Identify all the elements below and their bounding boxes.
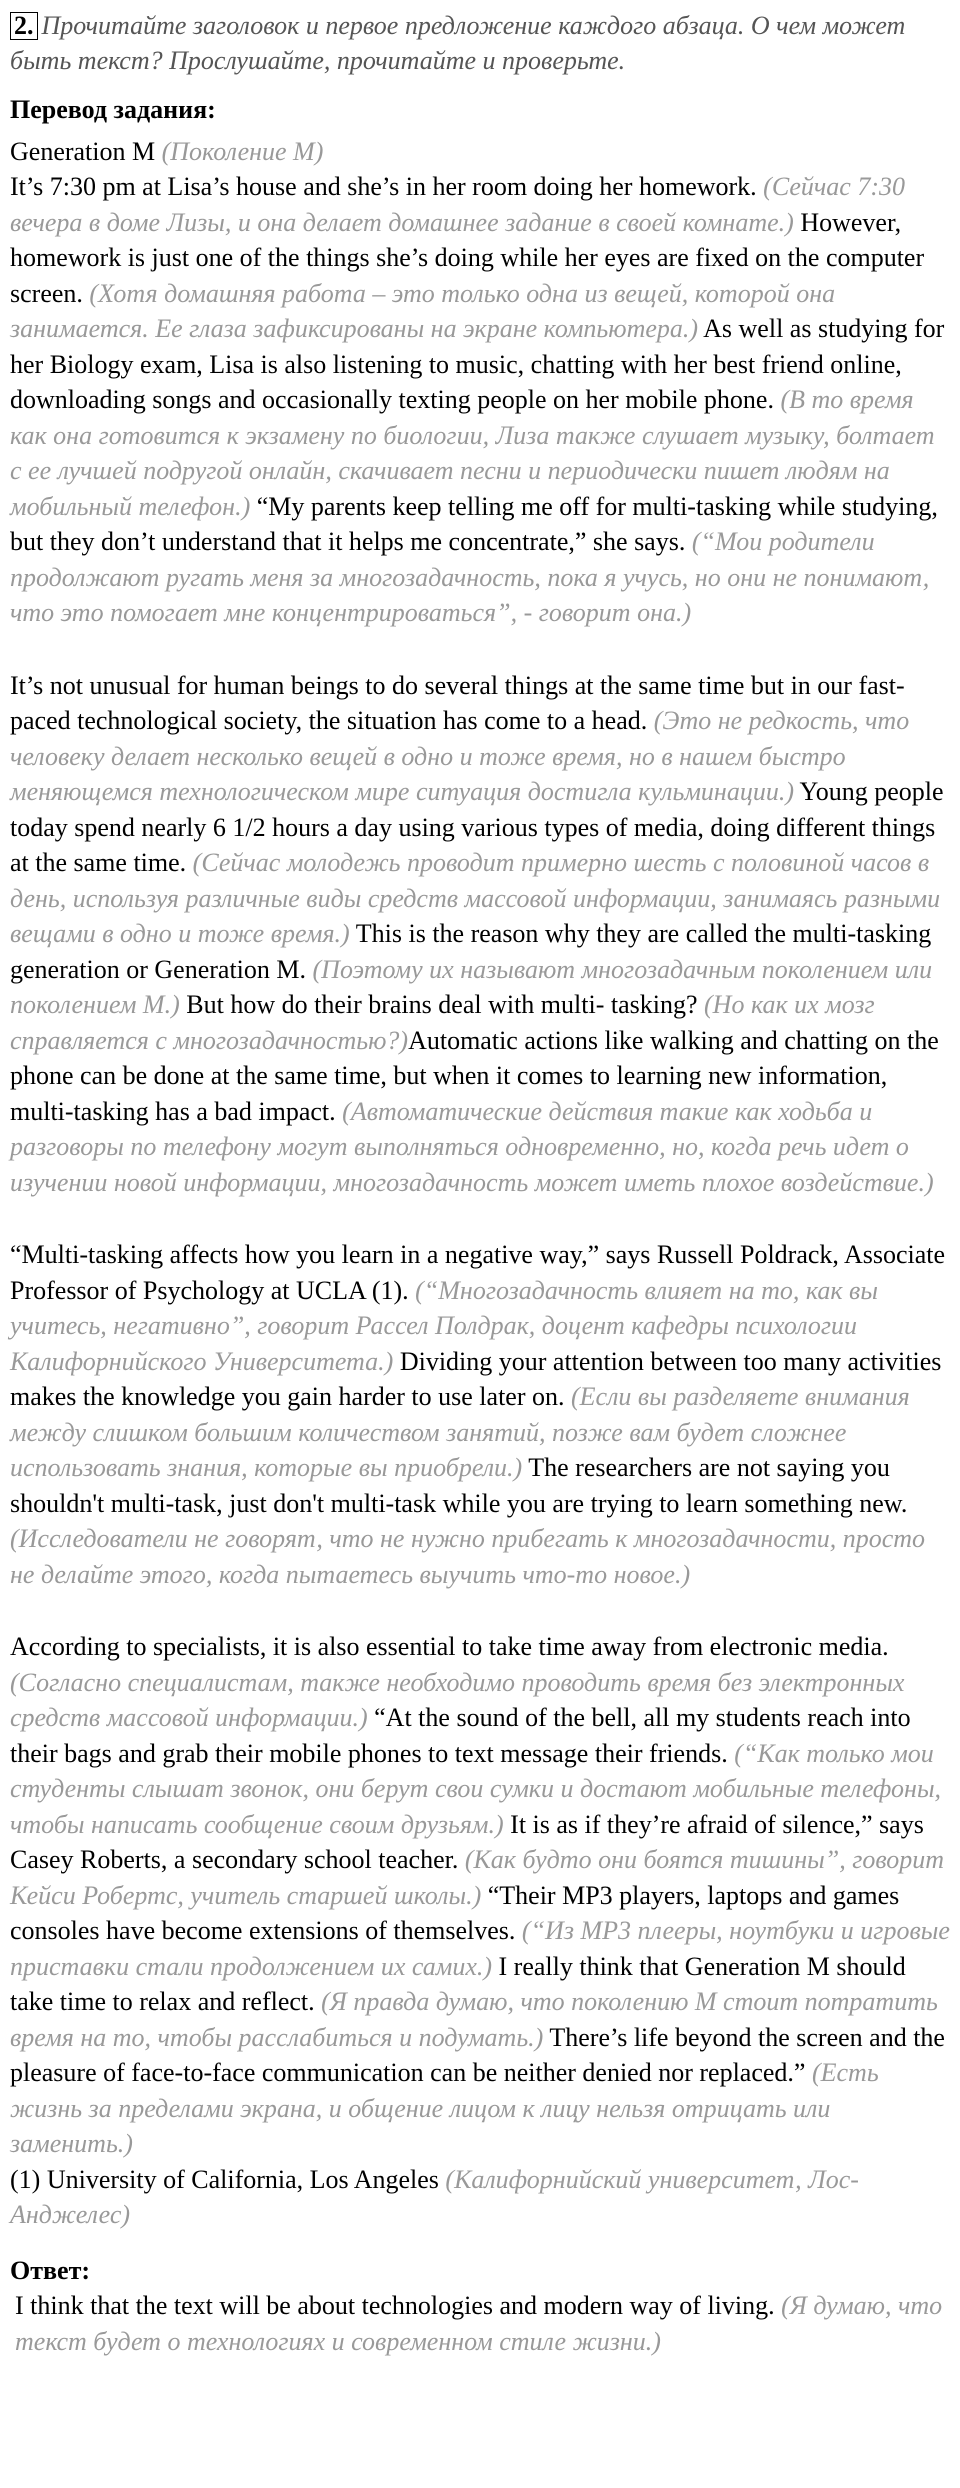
sentence-ru: (Если вы разделяете внимания между слишком большим количеством занятий, позже вам будет сложнее использовать знания, которые вы приобрели.): [10, 1382, 910, 1482]
sentence-en: This is the reason why they are called the multi-tasking generation or Generation M.: [10, 919, 932, 984]
sentence-ru: (Есть жизнь за пределами экрана, и общение лицом к лицу нельзя отрицать или заменить.): [10, 2058, 879, 2158]
sentence-en: According to specialists, it is also essential to take time away from electronic media.: [10, 1632, 889, 1661]
translation-heading: Перевод задания:: [10, 95, 216, 124]
sentence-ru: (Это не редкость, что человеку делает несколько вещей в одно и тоже время, но в нашем быстро меняющемся технологическом мире ситуация достигла кульминации.): [10, 706, 910, 806]
sentence-en: It’s not unusual for human beings to do several things at the same time but in our fast-paced technological society, the situation has come to a head.: [10, 670, 905, 735]
footnote-russian: (Калифорнийский университет, Лос-Анджелес): [10, 2164, 859, 2229]
paragraph-3: [10, 1237, 950, 1592]
sentence-ru: (Как будто они боятся тишины”, говорит Кейси Робертс, учитель старшей школы.): [10, 1845, 945, 1910]
sentence-ru: (“Многозадачность влияет на то, как вы учитесь, негативно”, говорит Рассел Полдрак, доцент кафедры психологии Калифорнийского Университета.): [10, 1275, 878, 1376]
sentence-en: “My parents keep telling me off for multi-tasking while studying, but they don’t understand that it helps me concentrate,” she says.: [10, 491, 938, 556]
paragraph-gap: [10, 1592, 950, 1629]
sentence-ru: (Сейчас молодежь проводит примерно шесть с половиной часов в день, используя различные виды средств массовой информации, занимаясь разными вещами в одно и тоже время.): [10, 848, 941, 948]
sentence-ru: (Я правда думаю, что поколению М стоит потратить время на то, чтобы расслабиться и подумать.): [10, 1987, 938, 2052]
sentence-ru: (“Как только мои студенты слышат звонок, они берут свои сумки и достают мобильные телефоны, чтобы написать сообщение своим друзьям.): [10, 1738, 942, 1839]
task-instruction: Прочитайте заголовок и первое предложение каждого абзаца. О чем может быть текст? Прослушайте, прочитайте и проверьте.: [10, 11, 906, 75]
sentence-ru: (В то время как она готовится к экзамену по биологии, Лиза также слушает музыку, болтает с ее лучшей подругой онлайн, скачивает песни и периодически пишет людям на мобильный телефон.): [10, 385, 935, 521]
sentence-ru: (Хотя домашняя работа – это только одна из вещей, которой она занимается. Ее глаза зафиксированы на экране компьютера.): [10, 278, 836, 343]
sentence-ru: (Но как их мозг справляется с многозадачностью?): [10, 990, 875, 1055]
sentence-en: Young people today spend nearly 6 1/2 hours a day using various types of media, doing different things at the same time.: [10, 777, 944, 877]
answer-text: [10, 2288, 950, 2359]
sentence-en: “At the sound of the bell, all my students reach into their bags and grab their mobile phones to text message their friends.: [10, 1703, 911, 1768]
sentence-en: However, homework is just one of the things she’s doing while her eyes are fixed on the computer screen.: [10, 207, 925, 308]
sentence-en: The researchers are not saying you shouldn't multi-task, just don't multi-task while you are trying to learn something new.: [10, 1453, 908, 1518]
title-russian: (Поколение М): [161, 136, 324, 166]
paragraph-1: [10, 169, 950, 631]
article-title: [10, 134, 950, 170]
sentence-en: As well as studying for her Biology exam, Lisa is also listening to music, chatting with her best friend online, downloading songs and occasionally texting people on her mobile phone.: [10, 314, 945, 414]
sentence-ru: (Согласно специалистам, также необходимо проводить время без электронных средств массовой информации.): [10, 1667, 905, 1732]
sentence-ru: (“Из MP3 плееры, ноутбуки и игровые приставки стали продолжением их самих.): [10, 1916, 950, 1981]
paragraph-4: [10, 1629, 950, 2162]
sentence-en: “Multi-tasking affects how you learn in a negative way,” says Russell Poldrack, Associate Professor of Psychology at UCLA (1).: [10, 1240, 946, 1305]
sentence-en: I really think that Generation M should take time to relax and reflect.: [10, 1951, 906, 2016]
answer-heading: Ответ:: [10, 2255, 91, 2285]
paragraph-gap: [10, 1200, 950, 1237]
sentence-en: Automatic actions like walking and chatting on the phone can be done at the same time, but when it comes to learning new information, multi-tasking has a bad impact.: [10, 1025, 939, 1126]
sentence-ru: (“Мои родители продолжают ругать меня за многозадачность, пока я учусь, но они не понимают, что это помогает мне концентрироваться”, - говорит она.): [10, 527, 930, 627]
paragraph-gap: [10, 631, 950, 668]
sentence-en: There’s life beyond the screen and the pleasure of face-to-face communication can be neither denied nor replaced.”: [10, 2022, 945, 2087]
answer-english: I think that the text will be about technologies and modern way of living.: [15, 2291, 775, 2320]
answer-russian: (Я думаю, что текст будет о технологиях и современном стиле жизни.): [15, 2291, 943, 2356]
footnote-english: (1) University of California, Los Angeles: [10, 2164, 439, 2194]
sentence-en: It’s 7:30 pm at Lisa’s house and she’s in her room doing her homework.: [10, 172, 757, 201]
sentence-ru: (Поэтому их называют многозадачным поколением или поколением М.): [10, 954, 933, 1019]
sentence-en: “Their MP3 players, laptops and games consoles have become extensions of themselves.: [10, 1880, 900, 1945]
task-header: [10, 8, 950, 78]
sentence-ru: (Автоматические действия такие как ходьба и разговоры по телефону могут выполняться одновременно, но, когда речь идет о изучении новой информации, многозадачность может иметь плохое воздействие.): [10, 1096, 934, 1197]
title-english: Generation M: [10, 136, 156, 166]
footnote: [10, 2162, 950, 2233]
sentence-en: Dividing your attention between too many activities makes the knowledge you gain harder to use later on.: [10, 1346, 942, 1411]
sentence-en: It is as if they’re afraid of silence,” says Casey Roberts, a secondary school teacher.: [10, 1809, 924, 1874]
sentence-en: But how do their brains deal with multi- tasking?: [186, 990, 698, 1019]
sentence-ru: (Сейчас 7:30 вечера в доме Лизы, и она делает домашнее задание в своей комнате.): [10, 172, 905, 237]
task-number: 2.: [10, 12, 38, 40]
paragraph-2: [10, 668, 950, 1201]
sentence-ru: (Исследователи не говорят, что не нужно прибегать к многозадачности, просто не делайте этого, когда пытаетесь выучить что-то новое.): [10, 1524, 926, 1589]
